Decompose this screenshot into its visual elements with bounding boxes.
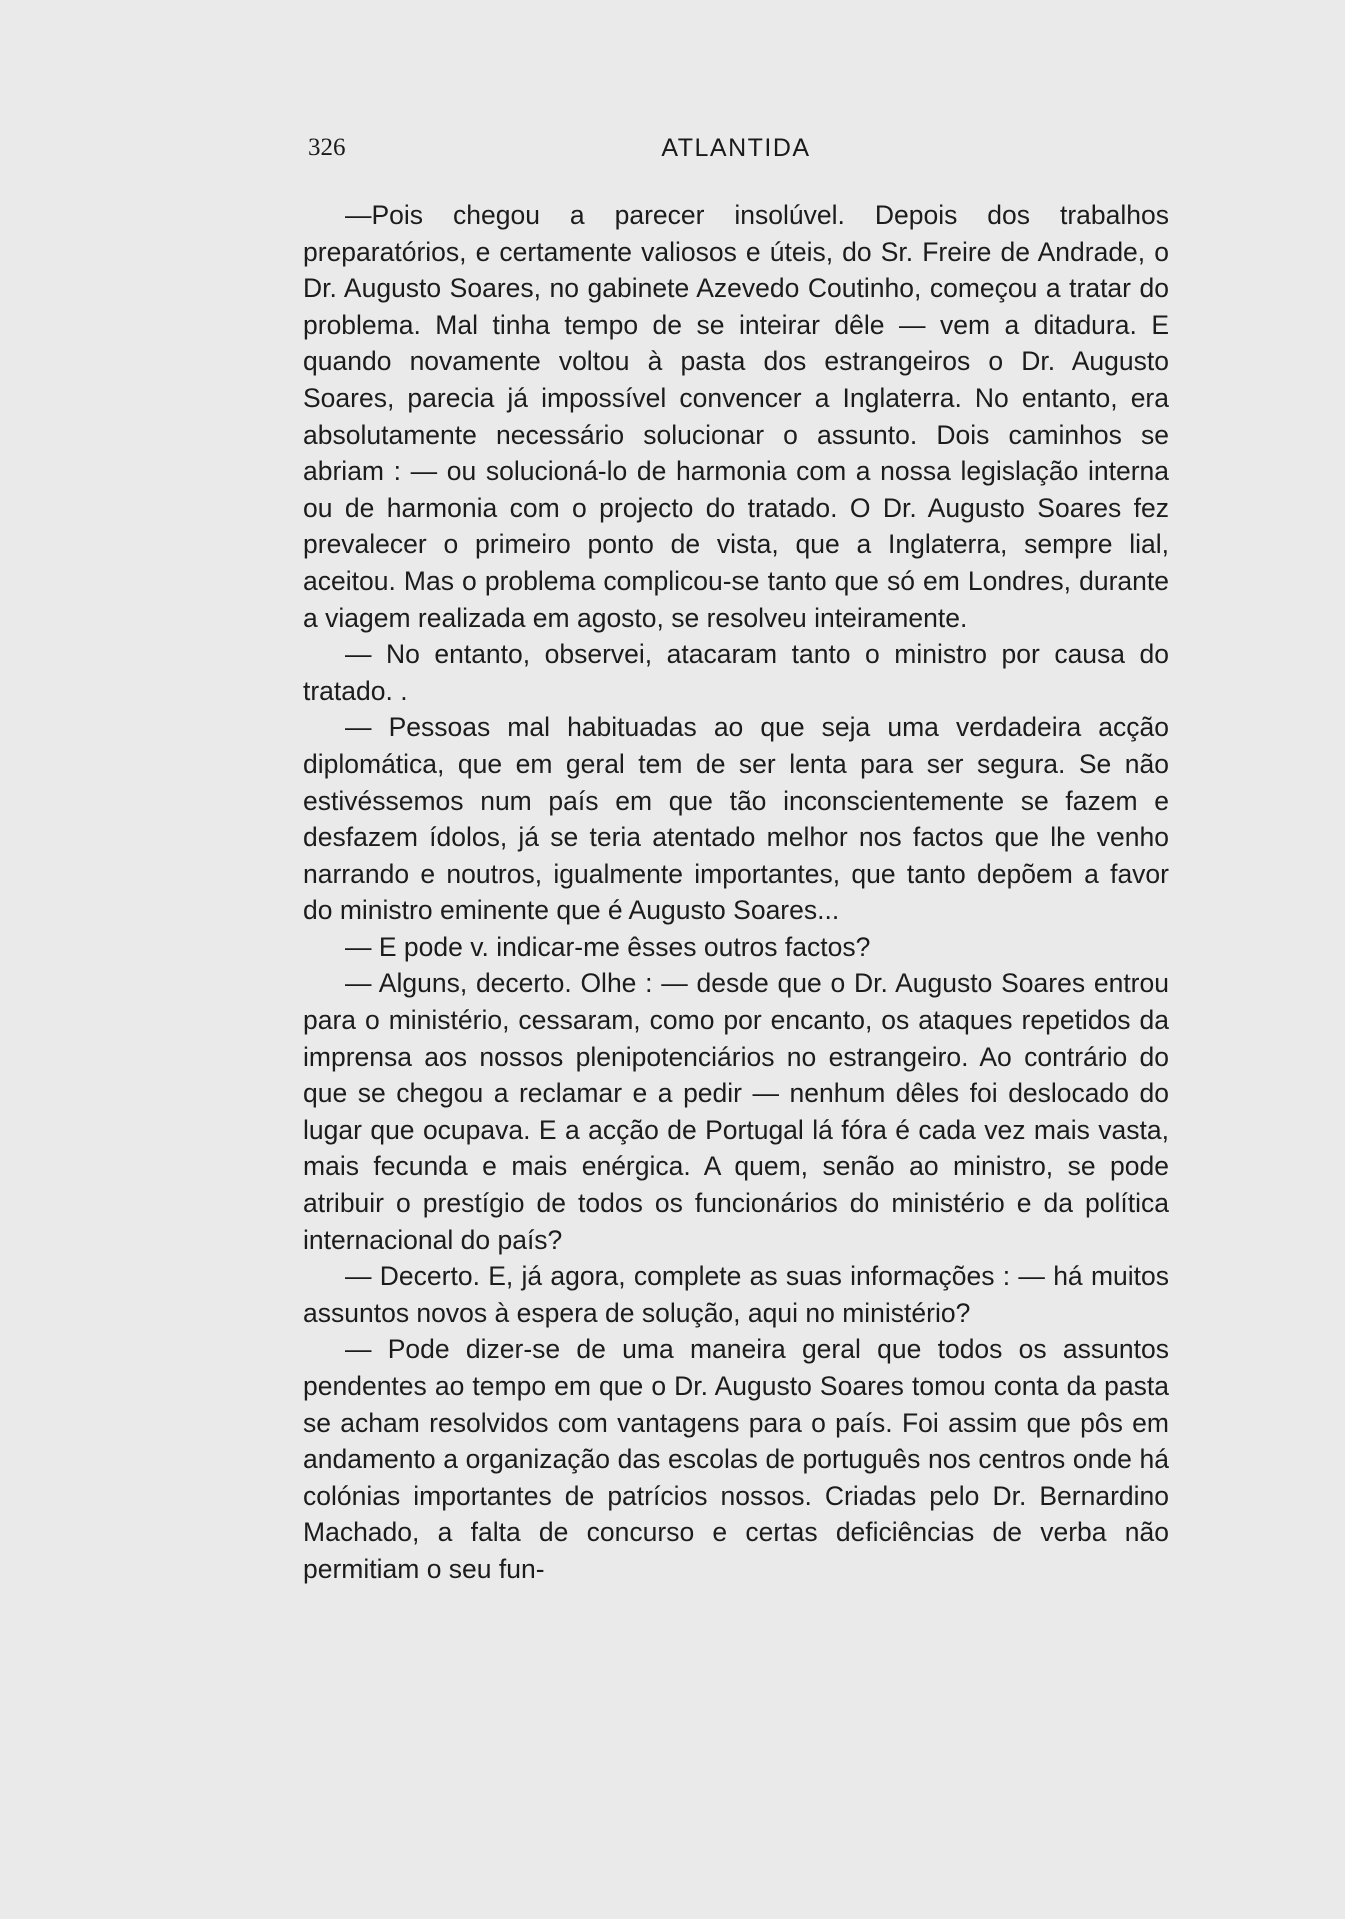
body-text <box>303 197 1169 1588</box>
paragraph: — Decerto. E, já agora, complete as suas informações : — há muitos assuntos novos à espera de solução, aqui no ministério? <box>303 1261 1169 1328</box>
paragraph: — Alguns, decerto. Olhe : — desde que o Dr. Augusto Soares entrou para o ministério, cessaram, como por encanto, os ataques repetidos da imprensa aos nossos plenipotenciários no estrangeiro. Ao contrário do que se chegou a reclamar e a pedir — nenhum dêles foi deslocado do lugar que ocupava. E a acção de Portugal lá fóra é cada vez mais vasta, mais fecunda e mais enérgica. A quem, senão ao ministro, se pode atribuir o prestígio de todos os funcionários do ministério e da política internacional do país? <box>303 968 1169 1255</box>
running-title: ATLANTIDA <box>661 134 811 162</box>
paragraph: — Pode dizer-se de uma maneira geral que todos os assuntos pendentes ao tempo em que o Dr. Augusto Soares tomou conta da pasta se acham resolvidos com vantagens para o país. Foi assim que pôs em andamento a organização das escolas de português nos centros onde há colónias importantes de patrícios nossos. Criadas pelo Dr. Bernardino Machado, a falta de concurso e certas deficiências de verba não permitiam o seu fun- <box>303 1334 1169 1584</box>
paragraph: — E pode v. indicar-me êsses outros factos? <box>345 931 871 962</box>
page-header <box>296 134 1176 174</box>
paragraph: —Pois chegou a parecer insolúvel. Depois dos trabalhos preparatórios, e certamente valiosos e úteis, do Sr. Freire de Andrade, o Dr. Augusto Soares, no gabinete Azevedo Coutinho, começou a tratar do problema. Mal tinha tempo de se inteirar dêle — vem a ditadura. E quando novamente voltou à pasta dos estrangeiros o Dr. Augusto Soares, parecia já impossível convencer a Inglaterra. No entanto, era absolutamente necessário solucionar o assunto. Dois caminhos se abriam : — ou solucioná-lo de harmonia com a nossa legislação interna ou de harmonia com o projecto do tratado. O Dr. Augusto Soares fez prevalecer o primeiro ponto de vista, que a Inglaterra, sempre lial, aceitou. Mas o problema complicou-se tanto que só em Londres, durante a viagem realizada em agosto, se resolveu inteiramente. <box>303 200 1169 633</box>
page-number: 326 <box>308 134 346 161</box>
paragraph: — No entanto, observei, atacaram tanto o ministro por causa do tratado. . <box>303 639 1169 706</box>
paragraph: — Pessoas mal habituadas ao que seja uma verdadeira acção diplomática, que em geral tem de ser lenta para ser segura. Se não estivéssemos num país em que tão inconscientemente se fazem e desfazem ídolos, já se teria atentado melhor nos factos que lhe venho narrando e noutros, igualmente importantes, que tanto depõem a favor do ministro eminente que é Augusto Soares... <box>303 712 1169 926</box>
